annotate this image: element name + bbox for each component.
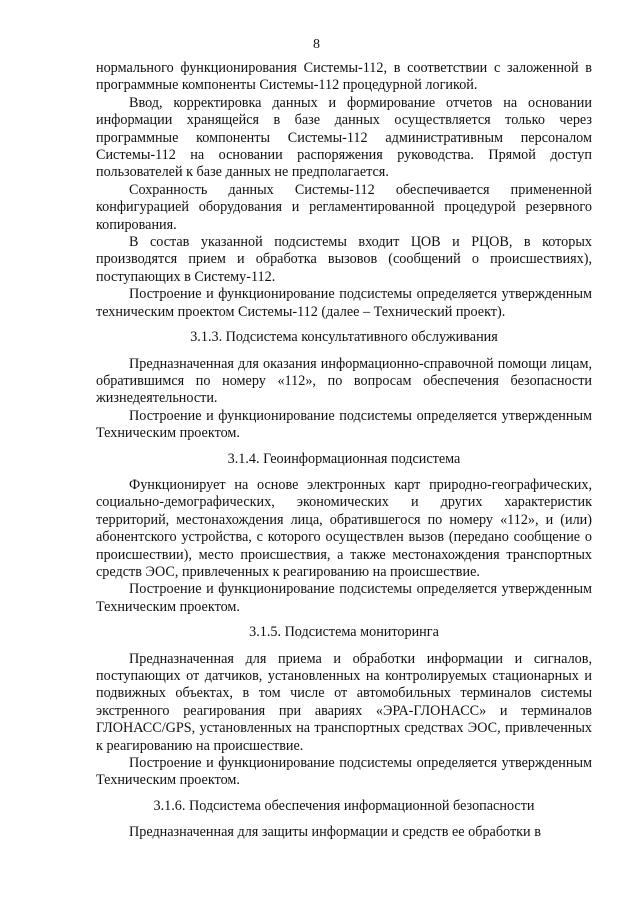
paragraph: Предназначенная для оказания информационно-справочной помощи лицам, обратившимся по номеру «112», по вопросам обеспечения безопасности жизнедеятельности. [96,355,592,407]
paragraph: Построение и функционирование подсистемы определяется утвержденным Техническим проектом. [96,755,592,789]
paragraph: Функционирует на основе электронных карт природно-географических, социально-демографических, экономических и других характеристик территорий, местонахождения лица, обратившегося по номеру «112», и (или) абонентского устройства, с которого осуществлен вызов (передано сообщение о происшествии), место происшествия, а также местонахождения транспортных средств ЭОС, привлеченных к реагированию на происшествие. [96,476,592,580]
paragraph: В состав указанной подсистемы входит ЦОВ и РЦОВ, в которых производятся прием и обработка вызовов (сообщений о происшествиях), поступающих в Систему-112. [96,234,592,285]
section-heading: 3.1.3. Подсистема консультативного обслуживания [190,329,498,346]
page-number: 8 [313,37,320,52]
paragraph: Ввод, корректировка данных и формирование отчетов на основании информации хранящейся в базе данных осуществляется только через программные компоненты Системы-112 административным персоналом Системы-112 на основании распоряжения руководства. Прямой доступ пользователей к базе данных не предполагается. [96,94,592,181]
paragraph: Предназначенная для защиты информации и средств ее обработки в [129,824,541,841]
paragraph: нормального функционирования Системы-112, в соответствии с заложенной в программные компоненты Системы-112 процедурной логикой. [96,60,592,94]
section-heading: 3.1.6. Подсистема обеспечения информационной безопасности [153,797,535,814]
section-heading: 3.1.4. Геоинформационная подсистема [227,450,461,467]
paragraph: Предназначенная для приема и обработки информации и сигналов, поступающих от датчиков, установленных на контролируемых стационарных и подвижных объектах, в том числе от автомобильных терминалов системы экстренного реагирования при авариях «ЭРА-ГЛОНАСС» и терминалов ГЛОНАСС/GPS, установленных на транспортных средствах ЭОС, привлеченных к реагированию на происшествие. [96,650,592,754]
document-body [96,60,592,842]
paragraph: Построение и функционирование подсистемы определяется утвержденным Техническим проектом. [96,407,592,442]
section-heading: 3.1.5. Подсистема мониторинга [249,624,439,641]
paragraph: Сохранность данных Системы-112 обеспечивается примененной конфигурацией оборудования и регламентированной процедурой резервного копирования. [96,181,592,233]
paragraph: Построение и функционирование подсистемы определяется утвержденным Техническим проектом. [96,581,592,615]
paragraph: Построение и функционирование подсистемы определяется утвержденным техническим проектом Системы-112 (далее – Технический проект). [96,286,592,320]
